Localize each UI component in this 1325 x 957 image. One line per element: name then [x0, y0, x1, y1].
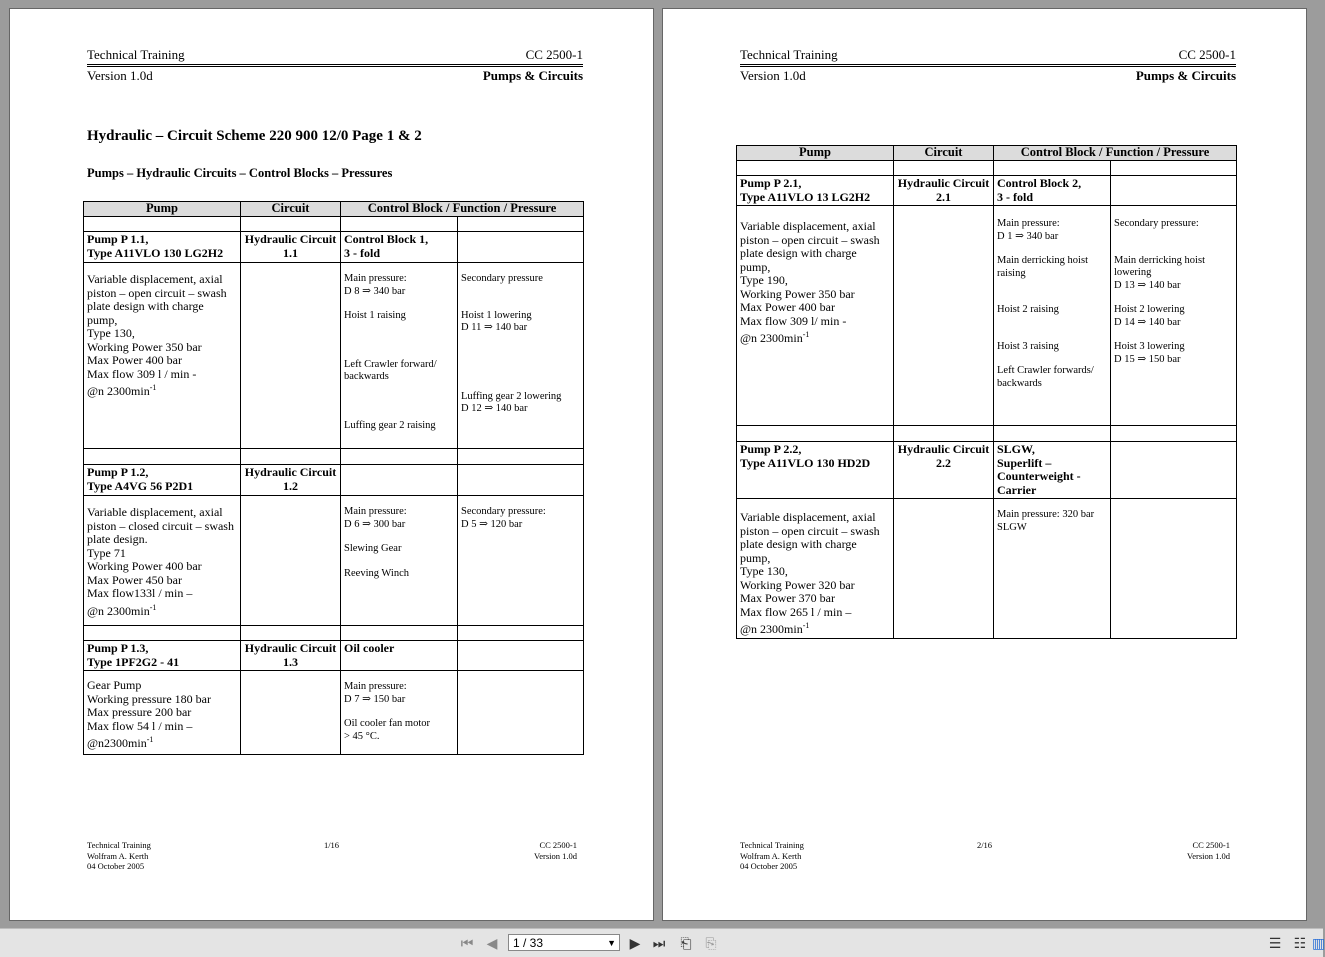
main-pressure-cell: Main pressure: 320 bar SLGW: [994, 499, 1111, 639]
main-pressure-line: Main pressure: D 1 ⇒ 340 bar: [997, 218, 1060, 242]
prev-page-icon[interactable]: ◀: [486, 935, 498, 951]
function-line: Hoist 1 lowering D 11 ⇒ 140 bar: [461, 309, 532, 333]
table-row: [737, 442, 1237, 499]
document-page-2: [662, 8, 1307, 921]
page-header: [740, 47, 1236, 84]
main-pressure-line: Main pressure: D 6 ⇒ 300 bar: [344, 506, 407, 530]
chevron-down-icon: ▼: [607, 938, 616, 948]
function-line: Hoist 3 raising: [997, 340, 1059, 352]
go-back-icon[interactable]: ⎗: [680, 935, 692, 951]
page-title: Hydraulic – Circuit Scheme 220 900 12/0 Page 1 & 2: [87, 128, 422, 144]
main-pressure-line: Main pressure: D 7 ⇒ 150 bar: [344, 681, 407, 705]
page-subtitle: Pumps – Hydraulic Circuits – Control Blocks – Pressures: [87, 166, 393, 180]
function-line: Hoist 2 raising: [997, 304, 1059, 315]
function-line: Left Crawler forwards/ backwards: [997, 365, 1094, 389]
pump-description: Variable displacement, axial piston – open circuit – swash plate design with charge pump, Type 190, Working Power 350 bar Max Power 400 bar Max flow 309 l/ min - @n $2300\min^{-1}$: [737, 206, 894, 426]
circuit-name: Hydraulic Circuit 2.1: [894, 176, 994, 206]
pump-table: [736, 145, 1237, 639]
column-header-circuit: Circuit: [241, 202, 341, 217]
header-left-bottom: Version 1.0d: [740, 68, 806, 83]
continuous-view-icon[interactable]: ☷: [1293, 935, 1307, 951]
function-line: Slewing Gear: [344, 543, 402, 554]
secondary-pressure-cell: [1111, 206, 1237, 426]
pump-description: Variable displacement, axial piston – open circuit – swash plate design with charge pump, Type 130, Working Power 350 bar Max Power 400 bar Max flow 309 l / min - @n $2300\min^{-1}$: [84, 263, 241, 449]
footer-left: Technical Training Wolfram A. Kerth 04 October 2005: [740, 840, 804, 871]
viewer-toolbar: [0, 928, 1323, 957]
column-header-circuit: Circuit: [894, 146, 994, 161]
pump-title: Pump P 2.2, Type A11VLO 130 HD2D: [737, 442, 894, 499]
table-row: [84, 641, 584, 671]
go-forward-icon[interactable]: ⎘: [705, 935, 717, 951]
next-page-icon[interactable]: ▶: [629, 935, 641, 951]
control-block-name: Control Block 2, 3 - fold: [994, 176, 1111, 206]
circuit-name: Hydraulic Circuit 1.2: [241, 465, 341, 496]
circuit-name: Hydraulic Circuit 1.3: [241, 641, 341, 671]
function-line: Luffing gear 2 raising: [344, 419, 436, 431]
pump-table: [83, 201, 584, 755]
document-page-1: [9, 8, 654, 921]
column-header-pump: Pump: [737, 146, 894, 161]
page-header: [87, 47, 583, 84]
footer-page-number: 1/16: [323, 840, 340, 850]
main-pressure-cell: [341, 671, 458, 755]
page-number-select[interactable]: [508, 934, 620, 951]
function-line: Luffing gear 2 lowering D 12 ⇒ 140 bar: [461, 390, 562, 414]
table-row: [84, 671, 584, 755]
main-pressure-cell: [341, 496, 458, 626]
function-line: Main derricking hoist lowering D 13 ⇒ 140 bar: [1114, 254, 1205, 291]
header-right-bottom: Pumps & Circuits: [1135, 68, 1236, 83]
table-row: [84, 232, 584, 263]
page-indicator: 1 / 33: [513, 936, 544, 950]
pump-title: Pump P 1.2, Type A4VG 56 P2D1: [84, 465, 241, 496]
column-header-control-block: Control Block / Function / Pressure: [341, 202, 584, 217]
main-pressure-cell: [341, 263, 458, 449]
function-line: Oil cooler fan motor > 45 °C.: [344, 718, 431, 742]
first-page-icon[interactable]: ⏮: [460, 935, 474, 951]
table-row: [84, 263, 584, 449]
secondary-pressure-line: Secondary pressure:: [1114, 218, 1199, 229]
pump-description: Gear Pump Working pressure 180 bar Max pressure 200 bar Max flow 54 l / min – $@n2300\min^{-1}$: [84, 671, 241, 755]
function-line: Main derricking hoist raising: [997, 255, 1088, 279]
header-left-bottom: Version 1.0d: [87, 68, 153, 83]
column-header-control-block: Control Block / Function / Pressure: [994, 146, 1237, 161]
header-right-top: CC 2500-1: [1178, 47, 1236, 62]
secondary-pressure-cell: [458, 263, 584, 449]
facing-view-icon[interactable]: ▥: [1312, 935, 1325, 951]
table-row: [737, 206, 1237, 426]
control-block-name: SLGW, Superlift – Counterweight - Carrier: [994, 442, 1111, 499]
header-right-bottom: Pumps & Circuits: [482, 68, 583, 83]
function-line: Left Crawler forward/ backwards: [344, 358, 437, 382]
main-pressure-cell: [994, 206, 1111, 426]
circuit-name: Hydraulic Circuit 2.2: [894, 442, 994, 499]
pump-title: Pump P 1.1, Type A11VLO 130 LG2H2: [84, 232, 241, 263]
secondary-pressure-cell: Secondary pressure: D 5 ⇒ 120 bar: [458, 496, 584, 626]
header-right-top: CC 2500-1: [525, 47, 583, 62]
pump-title: Pump P 2.1, Type A11VLO 13 LG2H2: [737, 176, 894, 206]
pump-title: Pump P 1.3, Type 1PF2G2 - 41: [84, 641, 241, 671]
control-block-name: Oil cooler: [341, 641, 458, 671]
header-left-top: Technical Training: [87, 47, 185, 62]
single-page-view-icon[interactable]: ☰: [1268, 935, 1282, 951]
table-row: [737, 176, 1237, 206]
last-page-icon[interactable]: ⏭: [652, 935, 666, 951]
footer-right: CC 2500-1 Version 1.0d: [1187, 840, 1230, 861]
column-header-pump: Pump: [84, 202, 241, 217]
header-left-top: Technical Training: [740, 47, 838, 62]
function-line: Hoist 2 lowering D 14 ⇒ 140 bar: [1114, 304, 1185, 328]
pump-description: Variable displacement, axial piston – open circuit – swash plate design with charge pump, Type 130, Working Power 320 bar Max Power 370 bar Max flow 265 l / min – @n $2300\min^{-1}$: [737, 499, 894, 639]
circuit-name: Hydraulic Circuit 1.1: [241, 232, 341, 263]
footer-right: CC 2500-1 Version 1.0d: [534, 840, 577, 861]
footer-page-number: 2/16: [976, 840, 993, 850]
table-row: [84, 496, 584, 626]
function-line: Hoist 3 lowering D 15 ⇒ 150 bar: [1114, 341, 1185, 365]
pump-description: Variable displacement, axial piston – closed circuit – swash plate design. Type 71 Working Power 400 bar Max Power 450 bar Max flow133l / min – @n $2300\min^{-1}$: [84, 496, 241, 626]
main-pressure-line: Main pressure: D 8 ⇒ 340 bar: [344, 273, 407, 297]
footer-left: Technical Training Wolfram A. Kerth 04 October 2005: [87, 840, 151, 871]
function-line: Hoist 1 raising: [344, 310, 406, 321]
function-line: Reeving Winch: [344, 567, 409, 579]
secondary-pressure-line: Secondary pressure: [461, 273, 543, 284]
table-row: [737, 499, 1237, 639]
table-row: [84, 465, 584, 496]
control-block-name: Control Block 1, 3 - fold: [341, 232, 458, 263]
